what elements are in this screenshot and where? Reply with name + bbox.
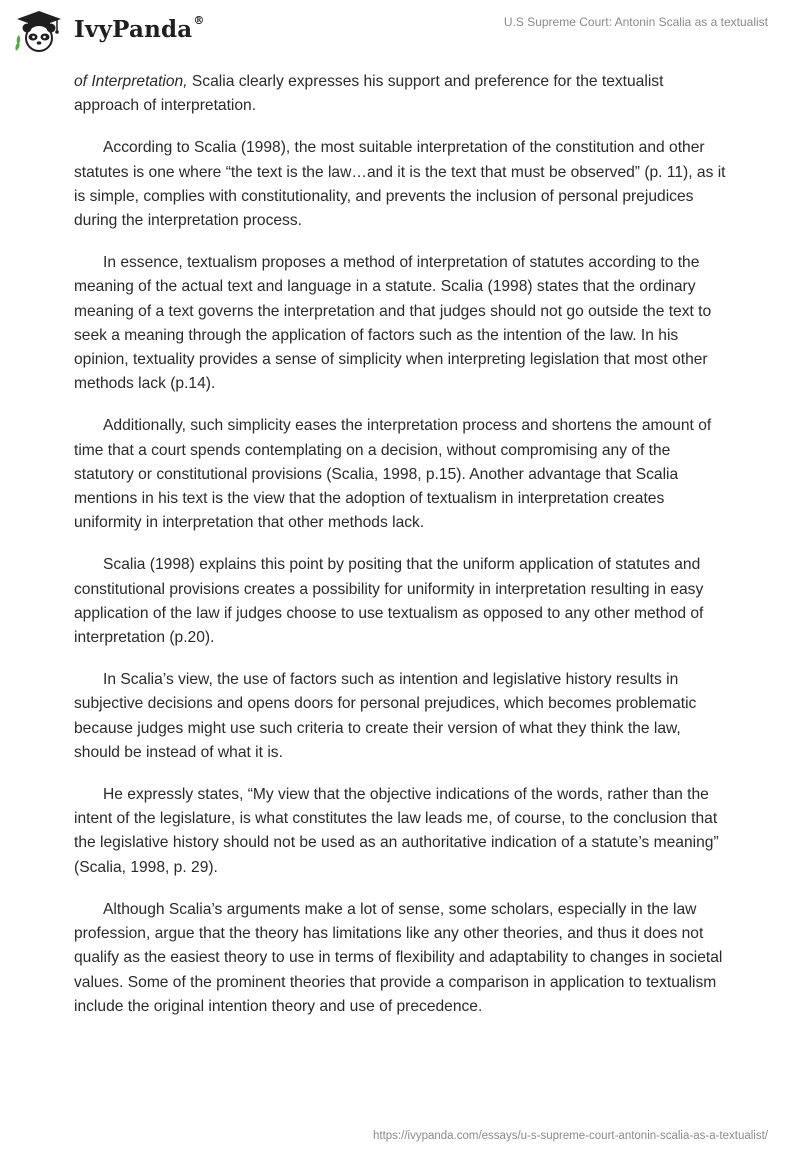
paragraph-continuation [74,70,728,118]
source-url[interactable]: https://ivypanda.com/essays/u-s-supreme-court-antonin-scalia-as-a-textualist/ [373,1130,768,1142]
brand-text: IvyPanda [74,16,193,43]
brand-name[interactable] [74,16,205,43]
page-header [0,0,800,60]
paragraph: He expressly states, “My view that the objective indications of the words, rather than the intent of the legislature, is what constitutes the law leads me, of course, to the conclusion that the legislative history should not be used as an authoritative indication of a statute’s meaning” (Scalia, 1998, p. 29). [74,786,719,876]
paragraph: Scalia (1998) explains this point by positing that the uniform application of statutes and constitutional provisions creates a possibility for uniformity in interpretation resulting in easy application of the law if judges choose to use textualism as opposed to any other method of interpretation (p.20). [74,556,704,647]
panda-logo-icon[interactable] [13,9,65,53]
registered-mark: ® [193,14,205,28]
essay-body [74,70,728,1037]
italic-title-fragment: of Interpretation, [74,73,188,90]
paragraph: In essence, textualism proposes a method of interpretation of statutes according to the meaning of the actual text and language in a statute. Scalia (1998) states that the ordinary meaning of a text governs the interpretation and that judges should not go outside the text to seek a meaning through the application of factors such as the intention of the law. In his opinion, textuality provides a sense of simplicity when interpreting legislation that most other methods lack (p.14). [74,254,712,393]
paragraph: Additionally, such simplicity eases the interpretation process and shortens the amount of time that a court spends contemplating on a decision, without compromising any of the statutory or constitutional provisions (Scalia, 1998, p.15). Another advantage that Scalia mentions in his text is the view that the adoption of textualism in interpretation creates uniformity in interpretation that other methods lack. [74,417,712,532]
paragraph: In Scalia’s view, the use of factors such as intention and legislative history results in subjective decisions and opens doors for personal prejudices, which becomes problematic because judges might use such criteria to create their version of what they think the law, should be instead of what it is. [74,671,697,761]
paragraph-continuation-text: Scalia clearly expresses his support and preference for the textualist approach of interpretation. [74,73,664,115]
document-title: U.S Supreme Court: Antonin Scalia as a textualist [503,15,768,29]
paragraph: According to Scalia (1998), the most suitable interpretation of the constitution and other statutes is one where “the text is the law…and it is the text that must be observed” (p. 11), as it is simple, complies with constitutionality, and prevents the inclusion of personal prejudices during the interpretation process. [74,139,726,230]
paragraph: Although Scalia’s arguments make a lot of sense, some scholars, especially in the law profession, argue that the theory has limitations like any other theories, and thus it does not qualify as the easiest theory to use in terms of flexibility and adaptability to changes in societal values. Some of the prominent theories that provide a comparison in application to textualism include the original intention theory and use of precedence. [74,900,723,1015]
